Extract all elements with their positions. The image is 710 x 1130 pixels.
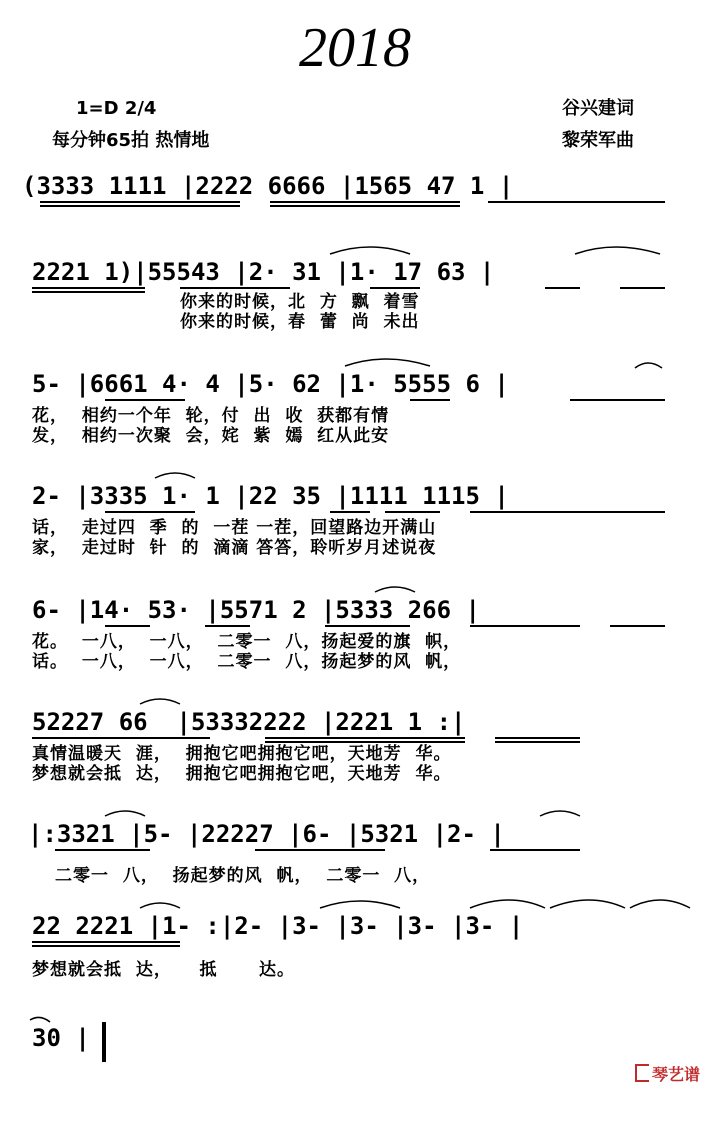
- notation-line: 22 2221 |1- :|2- |3- |3- |3- |3- |: [32, 912, 524, 940]
- slurs-and-beams: [0, 1010, 710, 1090]
- slurs-and-beams: [0, 356, 710, 476]
- notation-line: |:3321 |5- |22227 |6- |5321 |2- |: [28, 820, 505, 848]
- score-row-8: [0, 898, 710, 1018]
- lyrics-verse-2: 话。 一八， 一八， 二零一 八，扬起梦的风 帆，: [32, 652, 462, 672]
- watermark-logo: [635, 1062, 700, 1085]
- slurs-and-beams: [0, 898, 710, 1018]
- lyricist-credit: 谷兴建词: [562, 98, 634, 119]
- composer-credit: 黎荣军曲: [562, 130, 634, 151]
- watermark-text: 琴艺谱: [651, 1065, 700, 1084]
- lyrics-verse-2: 家， 走过时 针 的 滴滴 答答，聆听岁月述说夜: [32, 538, 437, 558]
- lyrics-verse-1: 花， 相约一个年 轮，付 出 收 获都有情: [32, 406, 390, 426]
- lyrics-verse-1: 话， 走过四 季 的 一茬 一茬，回望路边开满山: [32, 518, 437, 538]
- lyrics-verse-2: 发， 相约一次聚 会，姹 紫 嫣 红从此安: [32, 426, 390, 446]
- logo-icon: [635, 1064, 649, 1082]
- lyrics-verse-2: 梦想就会抵 达， 拥抱它吧拥抱它吧，天地芳 华。: [32, 764, 452, 784]
- notation-line: 2221 1)|55543 |2· 31 |1· 17 63 |: [32, 258, 495, 286]
- slurs-and-beams: [0, 468, 710, 588]
- score-row-3: [0, 356, 710, 476]
- lyrics-verse-2: 你来的时候，春 蕾 尚 未出: [180, 312, 420, 332]
- tempo-marking: 每分钟65拍 热情地: [52, 130, 210, 151]
- notation-line: 5- |6661 4· 4 |5· 62 |1· 5555 6 |: [32, 370, 509, 398]
- score-row-6: [0, 694, 710, 814]
- lyrics-verse-1: 梦想就会抵 达， 抵 达。: [32, 960, 296, 980]
- notation-line: 2- |3335 1· 1 |22 35 |1111 1115 |: [32, 482, 509, 510]
- key-time-signature: 1=D 2/4: [76, 98, 157, 119]
- slurs-and-beams: [0, 244, 710, 364]
- notation-line: 30 |: [32, 1024, 90, 1052]
- notation-line: 52227 66 |53332222 |2221 1 :|: [32, 708, 466, 736]
- score-row-2: [0, 244, 710, 364]
- score-row-5: [0, 582, 710, 702]
- notation-line: (3333 1111 |2222 6666 |1565 47 1 |: [22, 172, 514, 200]
- lyrics-verse-1: 你来的时候，北 方 飘 着雪: [180, 292, 420, 312]
- slurs-and-beams: [0, 694, 710, 814]
- lyrics-verse-1: 二零一 八， 扬起梦的风 帆， 二零一 八，: [55, 866, 431, 886]
- slurs-and-beams: [0, 582, 710, 702]
- lyrics-verse-1: 花。 一八， 一八， 二零一 八，扬起爱的旗 帜，: [32, 632, 462, 652]
- score-row-9: [0, 1010, 710, 1130]
- notation-line: 6- |14· 53· |5571 2 |5333 266 |: [32, 596, 480, 624]
- score-row-4: [0, 468, 710, 588]
- song-title: 2018: [299, 17, 411, 79]
- lyrics-verse-1: 真情温暖天 涯， 拥抱它吧拥抱它吧，天地芳 华。: [32, 744, 452, 764]
